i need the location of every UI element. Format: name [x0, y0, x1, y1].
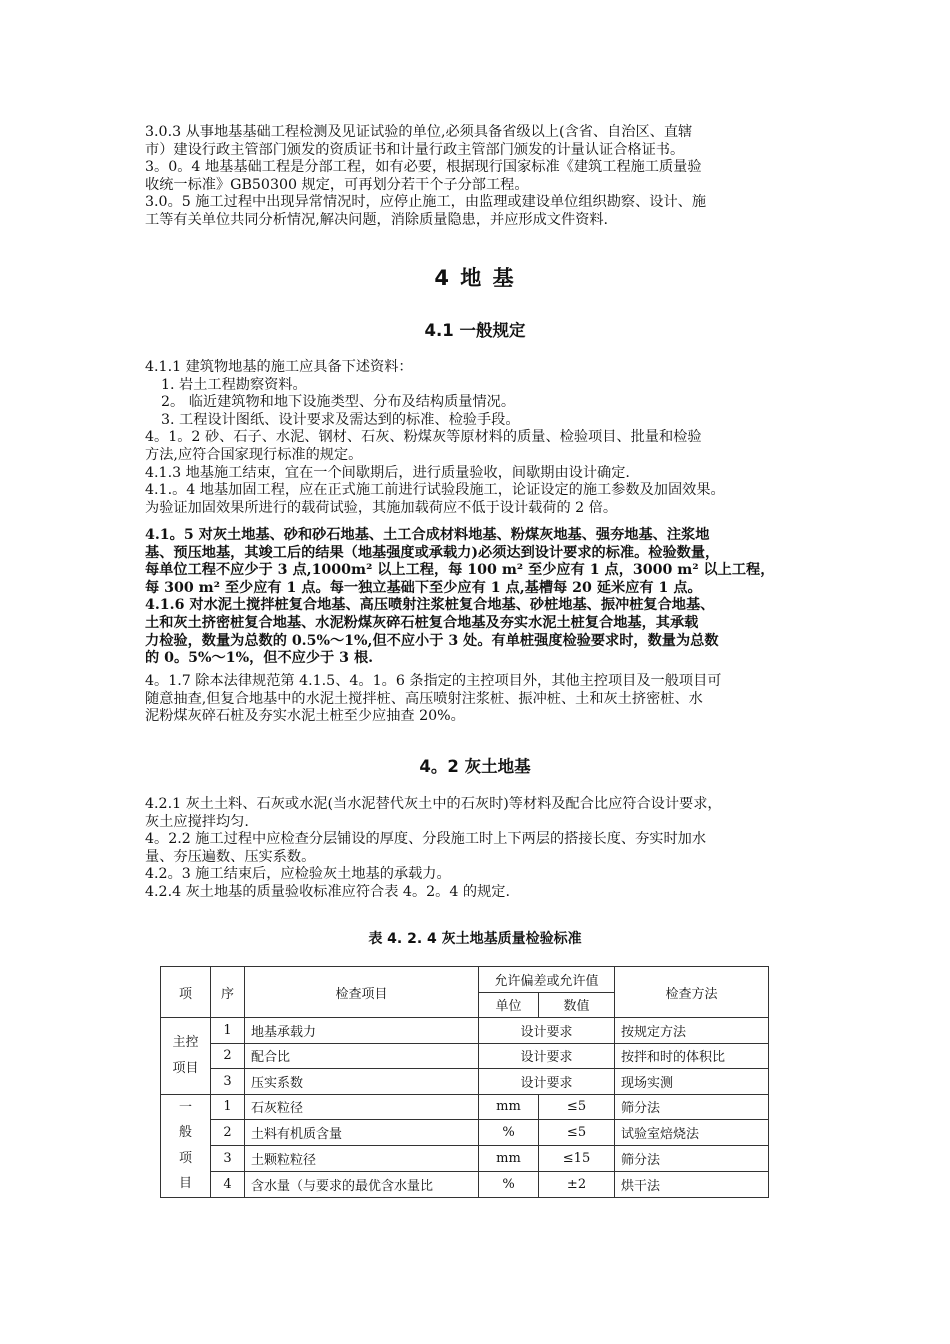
label-part: 目 — [178, 1176, 192, 1191]
text-line: 4。2.2 施工过程中应检查分层铺设的厚度、分段施工时上下两层的搭接长度、夯实时加水 — [145, 831, 707, 848]
table-row — [161, 1171, 769, 1197]
row-method: 按规定方法 — [615, 1018, 769, 1044]
row-item: 含水量（与要求的最优含水量比 — [245, 1171, 479, 1197]
label-part: 一 — [178, 1099, 192, 1115]
text-line: 收统一标准》GB50300 规定，可再划分若干个子分部工程。 — [145, 176, 529, 193]
row-method: 现场实测 — [615, 1069, 769, 1095]
table-row — [161, 1043, 769, 1069]
intro-paragraphs — [145, 124, 815, 230]
text-line: 方法,应符合国家现行标准的规定。 — [145, 446, 363, 463]
table-row — [161, 1120, 769, 1146]
row-method: 试验室焙烧法 — [615, 1120, 769, 1146]
text-line: 的 0。5%～1%，但不应少于 3 根. — [145, 650, 374, 667]
list-item: 2。 临近建筑物和地下设施类型、分布及结构质量情况。 — [161, 394, 516, 411]
section-4-2-paragraphs — [145, 796, 815, 902]
header-item: 项 — [161, 967, 211, 1018]
table-row — [161, 1069, 769, 1095]
row-seq: 3 — [211, 1146, 245, 1172]
table-row — [161, 1146, 769, 1172]
text-line: 灰土应搅拌均匀. — [145, 813, 249, 830]
row-seq: 1 — [211, 1094, 245, 1120]
text-line: 4.2。3 施工结束后，应检验灰土地基的承载力。 — [145, 866, 451, 883]
header-seq: 序 — [211, 967, 245, 1018]
text-line: 泥粉煤灰碎石桩及夯实水泥土桩至少应抽查 20%。 — [145, 708, 465, 725]
text-line: 力检验，数量为总数的 0.5%～1%,但不应小于 3 处。有单桩强度检验要求时，数量为总数 — [145, 632, 719, 649]
row-seq: 3 — [211, 1069, 245, 1095]
text-line: 3。0。4 地基基础工程是分部工程，如有必要，根据现行国家标准《建筑工程施工质量验 — [145, 159, 702, 176]
label-part: 项目 — [172, 1060, 199, 1076]
row-method: 筛分法 — [615, 1094, 769, 1120]
section-4-1-paragraphs — [145, 359, 815, 517]
row-value: ≤15 — [539, 1146, 615, 1172]
text-line: 4。1.7 除本法律规范第 4.1.5、4。1。6 条指定的主控项目外，其他主控项目及一般项目可 — [145, 673, 722, 689]
label-part: 般 — [178, 1125, 192, 1140]
quality-standard-table — [160, 966, 769, 1198]
row-unit: mm — [479, 1146, 539, 1172]
general-items-label — [161, 1094, 211, 1197]
header-unit: 单位 — [479, 992, 539, 1018]
row-item: 配合比 — [245, 1043, 479, 1069]
row-tolerance: 设计要求 — [479, 1018, 615, 1044]
text-line: 每单位工程不应少于 3 点,1000m² 以上工程，每 100 m² 至少应有 1 点，3000 m² 以上工程， — [145, 562, 775, 579]
row-seq: 2 — [211, 1043, 245, 1069]
row-unit: % — [479, 1120, 539, 1146]
row-method: 筛分法 — [615, 1146, 769, 1172]
text-line: 4.2.1 灰土土料、石灰或水泥(当水泥替代灰土中的石灰时)等材料及配合比应符合设计要求， — [145, 796, 722, 812]
table-header-row — [161, 967, 769, 993]
header-check-item: 检查项目 — [245, 967, 479, 1018]
text-line: 工等有关单位共同分析情况,解决问题，消除质量隐患，并应形成文件资料. — [145, 211, 609, 228]
header-method: 检查方法 — [615, 967, 769, 1018]
row-method: 烘干法 — [615, 1171, 769, 1197]
text-line: 4.1.3 地基施工结束，宜在一个间歇期后，进行质量验收，间歇期由设计确定. — [145, 464, 630, 481]
row-value: ≤5 — [539, 1094, 615, 1120]
text-line: 基、预压地基，其竣工后的结果（地基强度或承载力)必须达到设计要求的标准。检验数量， — [145, 544, 720, 561]
text-line: 市）建设行政主管部门颁发的资质证书和计量行政主管部门颁发的计量认证合格证书。 — [145, 141, 685, 158]
chapter-title: 4 地 基 — [434, 266, 516, 290]
text-line: 随意抽查,但复合地基中的水泥土搅拌桩、高压喷射注浆桩、振冲桩、土和灰土挤密桩、水 — [145, 690, 703, 707]
text-line: 4.2.4 灰土地基的质量验收标准应符合表 4。2。4 的规定. — [145, 883, 510, 900]
row-tolerance: 设计要求 — [479, 1043, 615, 1069]
text-line: 4.1.。4 地基加固工程，应在正式施工前进行试验段施工，论证设定的施工参数及加固效果。 — [145, 482, 725, 499]
row-item: 石灰粒径 — [245, 1094, 479, 1120]
main-items-label — [161, 1018, 211, 1095]
row-unit: % — [479, 1171, 539, 1197]
header-value: 数值 — [539, 992, 615, 1018]
section-4-1-tail-paragraphs — [145, 673, 815, 726]
section-4-1-bold-paragraphs — [145, 527, 815, 668]
text-line: 土和灰土挤密桩复合地基、水泥粉煤灰碎石桩复合地基及夯实水泥土桩复合地基，其承载 — [145, 614, 699, 631]
row-unit: mm — [479, 1094, 539, 1120]
row-item: 地基承载力 — [245, 1018, 479, 1044]
text-line: 3.0。5 施工过程中出现异常情况时，应停止施工，由监理或建设单位组织勘察、设计、施 — [145, 194, 707, 211]
label-part: 项 — [178, 1150, 192, 1166]
text-line: 量、夯压遍数、压实系数。 — [145, 848, 316, 865]
text-line: 每 300 m² 至少应有 1 点。每一独立基础下至少应有 1 点,基槽每 20 延米应有 1 点。 — [145, 579, 702, 596]
list-item: 3. 工程设计图纸、设计要求及需达到的标准、检验手段。 — [161, 411, 520, 428]
table-row — [161, 1018, 769, 1044]
text-line: 4.1.6 对水泥土搅拌桩复合地基、高压喷射注浆桩复合地基、砂桩地基、振冲桩复合地基、 — [145, 597, 715, 614]
text-line: 4.1.1 建筑物地基的施工应具备下述资料： — [145, 359, 413, 375]
row-seq: 1 — [211, 1018, 245, 1044]
row-seq: 4 — [211, 1171, 245, 1197]
text-line: 3.0.3 从事地基基础工程检测及见证试验的单位,必须具备省级以上(含省、自治区、直辖 — [145, 124, 693, 140]
row-seq: 2 — [211, 1120, 245, 1146]
label-part: 主控 — [172, 1035, 199, 1051]
row-value: ±2 — [539, 1171, 615, 1197]
text-line: 为验证加固效果所进行的载荷试验，其施加载荷应不低于设计载荷的 2 倍。 — [145, 499, 618, 516]
section-title-4-1: 4.1 一般规定 — [424, 321, 526, 340]
row-item: 土料有机质含量 — [245, 1120, 479, 1146]
table-row — [161, 1094, 769, 1120]
section-title-4-2: 4。2 灰土地基 — [419, 757, 531, 776]
row-tolerance: 设计要求 — [479, 1069, 615, 1095]
row-value: ≤5 — [539, 1120, 615, 1146]
list-item: 1. 岩土工程勘察资料。 — [161, 376, 307, 393]
header-tolerance: 允许偏差或允许值 — [479, 967, 615, 993]
table-caption: 表 4. 2. 4 灰土地基质量检验标准 — [368, 931, 582, 947]
text-line: 4。1。2 砂、石子、水泥、钢材、石灰、粉煤灰等原材料的质量、检验项目、批量和检验 — [145, 429, 702, 446]
row-item: 土颗粒粒径 — [245, 1146, 479, 1172]
row-method: 按拌和时的体积比 — [615, 1043, 769, 1069]
text-line: 4.1。5 对灰土地基、砂和砂石地基、土工合成材料地基、粉煤灰地基、强夯地基、注浆地 — [145, 527, 710, 543]
row-item: 压实系数 — [245, 1069, 479, 1095]
